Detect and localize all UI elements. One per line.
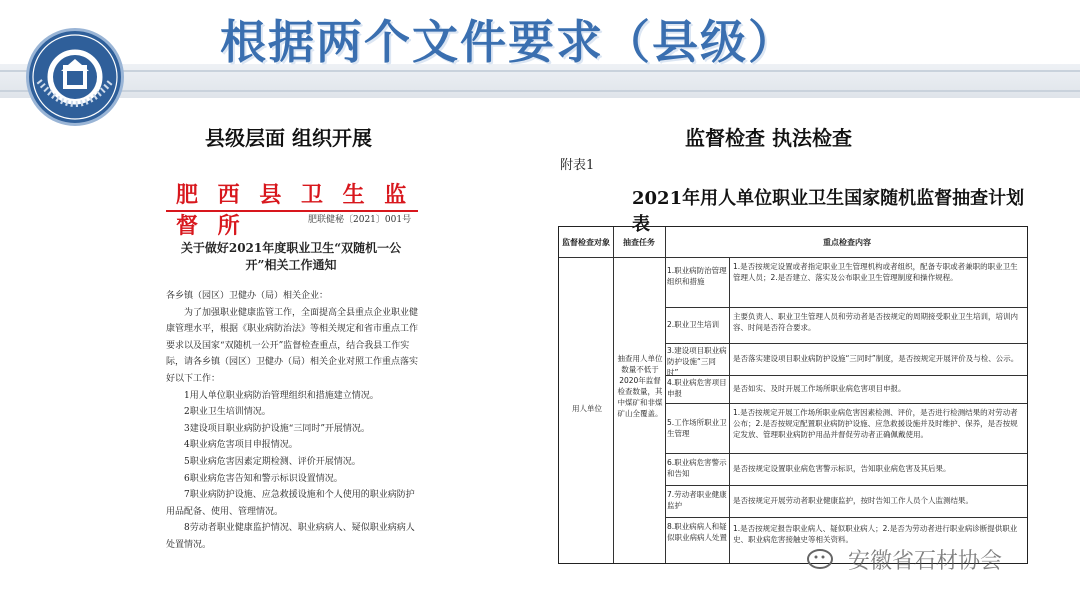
table-cell: 是否如实、及时开展工作场所职业病危害项目申报。 <box>733 384 906 393</box>
table-cell: 1.是否按规定设置或者指定职业卫生管理机构或者组织，配备专职或者兼职的职业卫生管理人员；2.是否建立、落实及公布职业卫生管理制度和操作规程。 <box>733 262 1018 282</box>
notice-body <box>166 288 418 554</box>
table-cell: 5.工作场所职业卫生管理 <box>667 418 727 438</box>
table-rule <box>665 227 666 563</box>
table-rule <box>665 453 1027 454</box>
left-section-heading: 县级层面 组织开展 <box>205 126 372 150</box>
list-item: 5职业病危害因素定期检测、评价开展情况。 <box>184 456 361 467</box>
table-rule <box>665 517 1027 518</box>
table-rule <box>559 257 1027 258</box>
document-number: 肥联健秘〔2021〕001号 <box>308 215 412 225</box>
right-section-heading: 监督检查 执法检查 <box>685 126 852 150</box>
table-cell: 抽查用人单位数量不低于2020年监督检查数量，其中煤矿和非煤矿山全覆盖。 <box>617 354 663 418</box>
notice-document <box>148 168 438 568</box>
list-item: 6职业病危害告知和警示标识设置情况。 <box>184 473 343 484</box>
table-rule <box>665 485 1027 486</box>
watermark-text: 安徽省石材协会 <box>848 549 1003 574</box>
list-item: 2职业卫生培训情况。 <box>184 407 271 418</box>
list-item: 7职业病防护设施、应急救援设施和个人使用的职业病防护用品配备、使用、管理情况。 <box>166 490 415 517</box>
table-cell: 1.职业病防治管理组织和措施 <box>667 266 727 286</box>
intro-paragraph: 为了加强职业健康监管工作，全面提高全县重点企业职业健康管理水平，根据《职业病防治法》等相关规定和省市重点工作要求以及国家“双随机一公开”监督检查重点，结合我县工作实际，请各乡镇（园区）卫健办（局）相关企业对照工作重点落实好以下工作： <box>166 307 419 384</box>
salutation: 各乡镇（园区）卫健办（局）相关企业： <box>166 291 329 301</box>
table-cell: 是否按规定开展劳动者职业健康监护，按时告知工作人员个人监测结果。 <box>733 496 973 505</box>
list-item: 4职业病危害项目申报情况。 <box>184 440 298 451</box>
wechat-icon <box>792 545 842 573</box>
table-header: 抽查任务 <box>623 238 655 247</box>
inspection-plan-document <box>556 148 1030 568</box>
table-cell: 3.建设项目职业病防护设施“三同时” <box>667 346 727 377</box>
table-cell: 主要负责人、职业卫生管理人员和劳动者是否按规定的周期接受职业卫生培训，培训内容、时间是否符合要求。 <box>733 312 1018 332</box>
list-item: 8劳动者职业健康监护情况、职业病病人、疑似职业病病人处置情况。 <box>166 523 415 550</box>
table-cell: 是否落实建设项目职业病防护设施“三同时”制度，是否按规定开展评价及与检、公示。 <box>733 354 1019 363</box>
table-rule <box>613 227 614 563</box>
table-cell: 4.职业病危害项目申报 <box>667 378 727 398</box>
table-cell: 7.劳动者职业健康监护 <box>667 490 727 510</box>
table-cell: 2.职业卫生培训 <box>667 320 720 329</box>
table-rule <box>665 343 1027 344</box>
table-title: 2021年用人单位职业卫生国家随机监督抽查计划表 <box>632 188 1025 235</box>
table-cell: 6.职业病危害警示和告知 <box>667 458 727 478</box>
list-item: 1用人单位职业病防治管理组织和措施建立情况。 <box>184 390 379 401</box>
list-item: 3建设项目职业病防护设施“三同时”开展情况。 <box>184 423 370 434</box>
issuing-organization: 肥 西 县 卫 生 监 督 所 <box>176 182 413 239</box>
page-title: 根据两个文件要求（县级） <box>220 15 796 69</box>
notice-title: 关于做好2021年度职业卫生“双随机一公开”相关工作通知 <box>180 241 402 272</box>
appendix-label: 附表1 <box>560 158 595 173</box>
table-cell: 8.职业病病人和疑似职业病病人处置 <box>667 522 727 542</box>
inspection-table <box>558 226 1028 564</box>
table-cell: 是否按规定设置职业病危害警示标识，告知职业病危害及其后果。 <box>733 464 951 473</box>
table-rule <box>665 403 1027 404</box>
table-cell: 用人单位 <box>572 404 602 413</box>
table-cell: 1.是否按规定报告职业病人、疑似职业病人；2.是否为劳动者进行职业病诊断提供职业史、职业病危害接触史等相关资料。 <box>733 524 1018 544</box>
table-header: 重点检查内容 <box>823 238 871 247</box>
logo-seal <box>26 28 124 126</box>
table-header: 监督检查对象 <box>562 238 610 247</box>
table-rule <box>665 307 1027 308</box>
table-cell: 1.是否按规定开展工作场所职业病危害因素检测、评价，是否进行检测结果的对劳动者公布；2.是否按规定配置职业病防护设施、应急救援设施并及时维护、保养，是否按规定发放、管理职业病防护用品并督促劳动者正确佩戴使用。 <box>733 408 1018 439</box>
